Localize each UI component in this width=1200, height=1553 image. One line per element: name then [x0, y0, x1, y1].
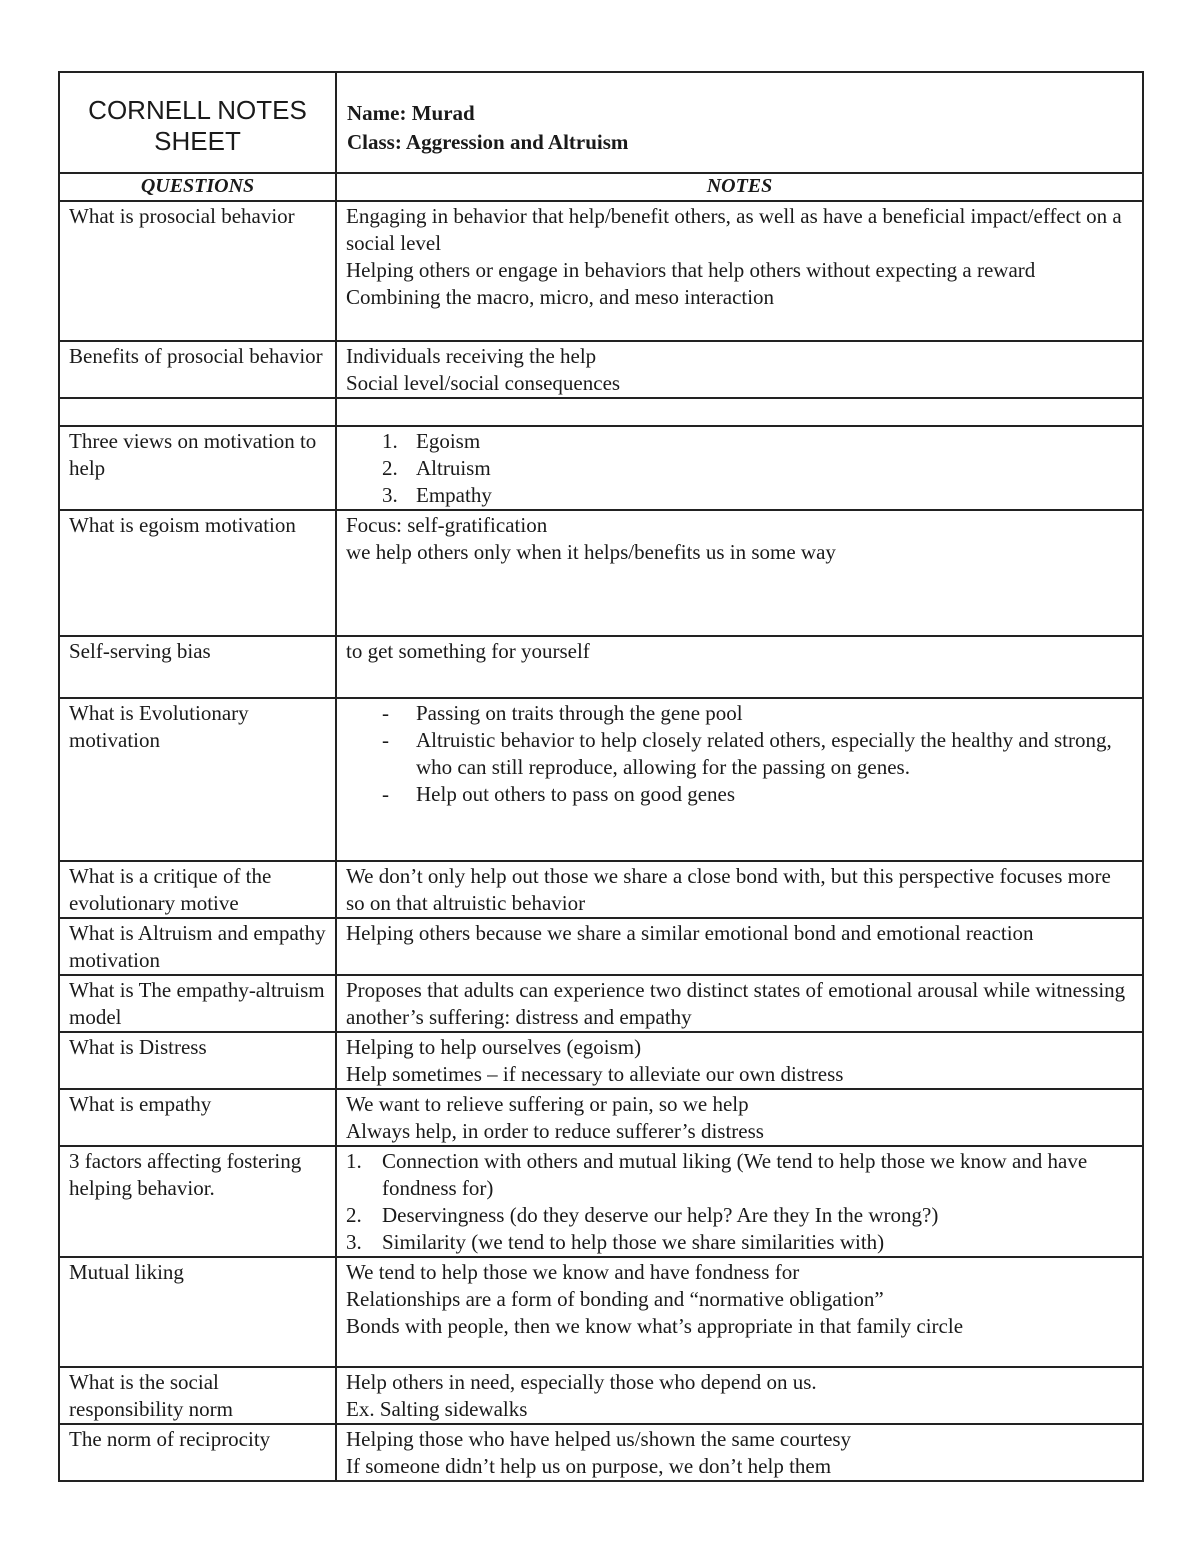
table-row — [59, 1424, 1143, 1481]
table-row — [59, 698, 1143, 861]
notes-cell — [336, 510, 1143, 636]
list-text: Altruism — [416, 456, 491, 480]
notes-cell — [336, 1424, 1143, 1481]
list-marker: 1. — [346, 1149, 362, 1173]
notes-cell — [336, 1146, 1143, 1257]
note-line: Individuals receiving the help — [346, 344, 597, 368]
list-item — [346, 455, 1133, 482]
question-cell — [59, 398, 336, 426]
sheet-title — [59, 72, 336, 173]
question-cell: Mutual liking — [59, 1257, 336, 1367]
sheet-title-line-1: CORNELL NOTES — [88, 94, 307, 125]
notes-cell — [336, 398, 1143, 426]
header-row — [59, 72, 1143, 173]
notes-cell — [336, 341, 1143, 398]
list-text: Egoism — [416, 429, 481, 453]
empty-row — [59, 398, 1143, 426]
question-cell: What is Evolutionary motivation — [59, 698, 336, 861]
list-item — [346, 428, 1133, 455]
sheet-title-line-2: SHEET — [154, 125, 241, 156]
question-cell: 3 factors affecting fostering helping behavior. — [59, 1146, 336, 1257]
question-cell: What is prosocial behavior — [59, 201, 336, 341]
note-line: We tend to help those we know and have fondness for — [346, 1260, 800, 1284]
note-line: We want to relieve suffering or pain, so we help — [346, 1092, 749, 1116]
table-row — [59, 201, 1143, 341]
table-row — [59, 1146, 1143, 1257]
list-marker: - — [382, 728, 389, 752]
list-marker: - — [382, 782, 389, 806]
class-name: Class: Aggression and Altruism — [347, 130, 629, 154]
question-cell: What is Distress — [59, 1032, 336, 1089]
note-line: Help others in need, especially those who depend on us. — [346, 1370, 817, 1394]
table-row — [59, 861, 1143, 918]
column-header-row — [59, 173, 1143, 201]
note-line: Bonds with people, then we know what’s appropriate in that family circle — [346, 1314, 964, 1338]
list-text: Empathy — [416, 483, 492, 507]
question-cell: What is The empathy-altruism model — [59, 975, 336, 1032]
question-cell: The norm of reciprocity — [59, 1424, 336, 1481]
table-row — [59, 1367, 1143, 1424]
question-cell: What is egoism motivation — [59, 510, 336, 636]
list-marker: 1. — [382, 429, 398, 453]
notes-cell — [336, 861, 1143, 918]
notes-cell — [336, 1257, 1143, 1367]
note-line: Helping others because we share a similar emotional bond and emotional reaction — [346, 921, 1034, 945]
table-row — [59, 1089, 1143, 1146]
list-item — [346, 1229, 1133, 1256]
table-row — [59, 1257, 1143, 1367]
list-item — [346, 781, 1133, 808]
list-item — [346, 482, 1133, 509]
question-cell: What is a critique of the evolutionary motive — [59, 861, 336, 918]
dash-list — [346, 700, 1133, 808]
list-item — [346, 727, 1133, 781]
notes-cell — [336, 698, 1143, 861]
notes-cell — [336, 918, 1143, 975]
list-marker: 3. — [382, 483, 398, 507]
note-line: Helping others or engage in behaviors that help others without expecting a reward — [346, 258, 1036, 282]
list-marker: 2. — [382, 456, 398, 480]
list-text: Similarity (we tend to help those we share similarities with) — [382, 1230, 885, 1254]
student-info — [336, 72, 1143, 173]
question-cell: Self-serving bias — [59, 636, 336, 698]
notes-cell — [336, 975, 1143, 1032]
question-cell: What is Altruism and empathy motivation — [59, 918, 336, 975]
note-line: Social level/social consequences — [346, 371, 621, 395]
note-line: Relationships are a form of bonding and “normative obligation” — [346, 1287, 884, 1311]
cornell-notes-sheet — [58, 71, 1142, 1482]
table-row — [59, 426, 1143, 510]
note-line: Helping to help ourselves (egoism) — [346, 1035, 642, 1059]
list-text: Deservingness (do they deserve our help? Are they In the wrong?) — [382, 1203, 939, 1227]
note-line: Combining the macro, micro, and meso interaction — [346, 285, 775, 309]
list-marker: 2. — [346, 1203, 362, 1227]
list-marker: 3. — [346, 1230, 362, 1254]
notes-cell — [336, 201, 1143, 341]
note-line: to get something for yourself — [346, 639, 590, 663]
table-row — [59, 1032, 1143, 1089]
list-text: Help out others to pass on good genes — [416, 782, 736, 806]
notes-header: NOTES — [336, 173, 1143, 201]
numbered-list — [346, 1148, 1133, 1256]
list-text: Connection with others and mutual liking (We tend to help those we know and have fondness for) — [382, 1149, 1088, 1200]
numbered-list — [346, 428, 1133, 509]
note-line: If someone didn’t help us on purpose, we don’t help them — [346, 1454, 832, 1478]
student-name: Name: Murad — [347, 101, 475, 125]
notes-cell — [336, 1089, 1143, 1146]
notes-cell — [336, 636, 1143, 698]
table-row — [59, 341, 1143, 398]
list-item — [346, 1148, 1133, 1202]
table-row — [59, 510, 1143, 636]
note-line: Ex. Salting sidewalks — [346, 1397, 528, 1421]
table-row — [59, 636, 1143, 698]
list-item — [346, 700, 1133, 727]
list-text: Altruistic behavior to help closely related others, especially the healthy and strong, who can still reproduce, allowing for the passing on genes. — [416, 728, 1112, 779]
question-cell: Three views on motivation to help — [59, 426, 336, 510]
note-line: We don’t only help out those we share a close bond with, but this perspective focuses more so on that altruistic behavior — [346, 864, 1111, 915]
note-line: Focus: self-gratification — [346, 513, 548, 537]
question-cell: What is empathy — [59, 1089, 336, 1146]
note-line: Engaging in behavior that help/benefit others, as well as have a beneficial impact/effect on a social level — [346, 204, 1122, 255]
notes-cell — [336, 1032, 1143, 1089]
notes-table — [58, 71, 1144, 1482]
question-cell: Benefits of prosocial behavior — [59, 341, 336, 398]
notes-cell — [336, 1367, 1143, 1424]
list-marker: - — [382, 701, 389, 725]
list-item — [346, 1202, 1133, 1229]
notes-cell — [336, 426, 1143, 510]
note-line: Help sometimes – if necessary to alleviate our own distress — [346, 1062, 844, 1086]
question-cell: What is the social responsibility norm — [59, 1367, 336, 1424]
note-line: Helping those who have helped us/shown the same courtesy — [346, 1427, 852, 1451]
table-row — [59, 975, 1143, 1032]
table-row — [59, 918, 1143, 975]
questions-header: QUESTIONS — [59, 173, 336, 201]
note-line: we help others only when it helps/benefits us in some way — [346, 540, 836, 564]
list-text: Passing on traits through the gene pool — [416, 701, 743, 725]
note-line: Proposes that adults can experience two distinct states of emotional arousal while witnessing another’s suffering: distress and empathy — [346, 978, 1126, 1029]
note-line: Always help, in order to reduce sufferer’s distress — [346, 1119, 764, 1143]
